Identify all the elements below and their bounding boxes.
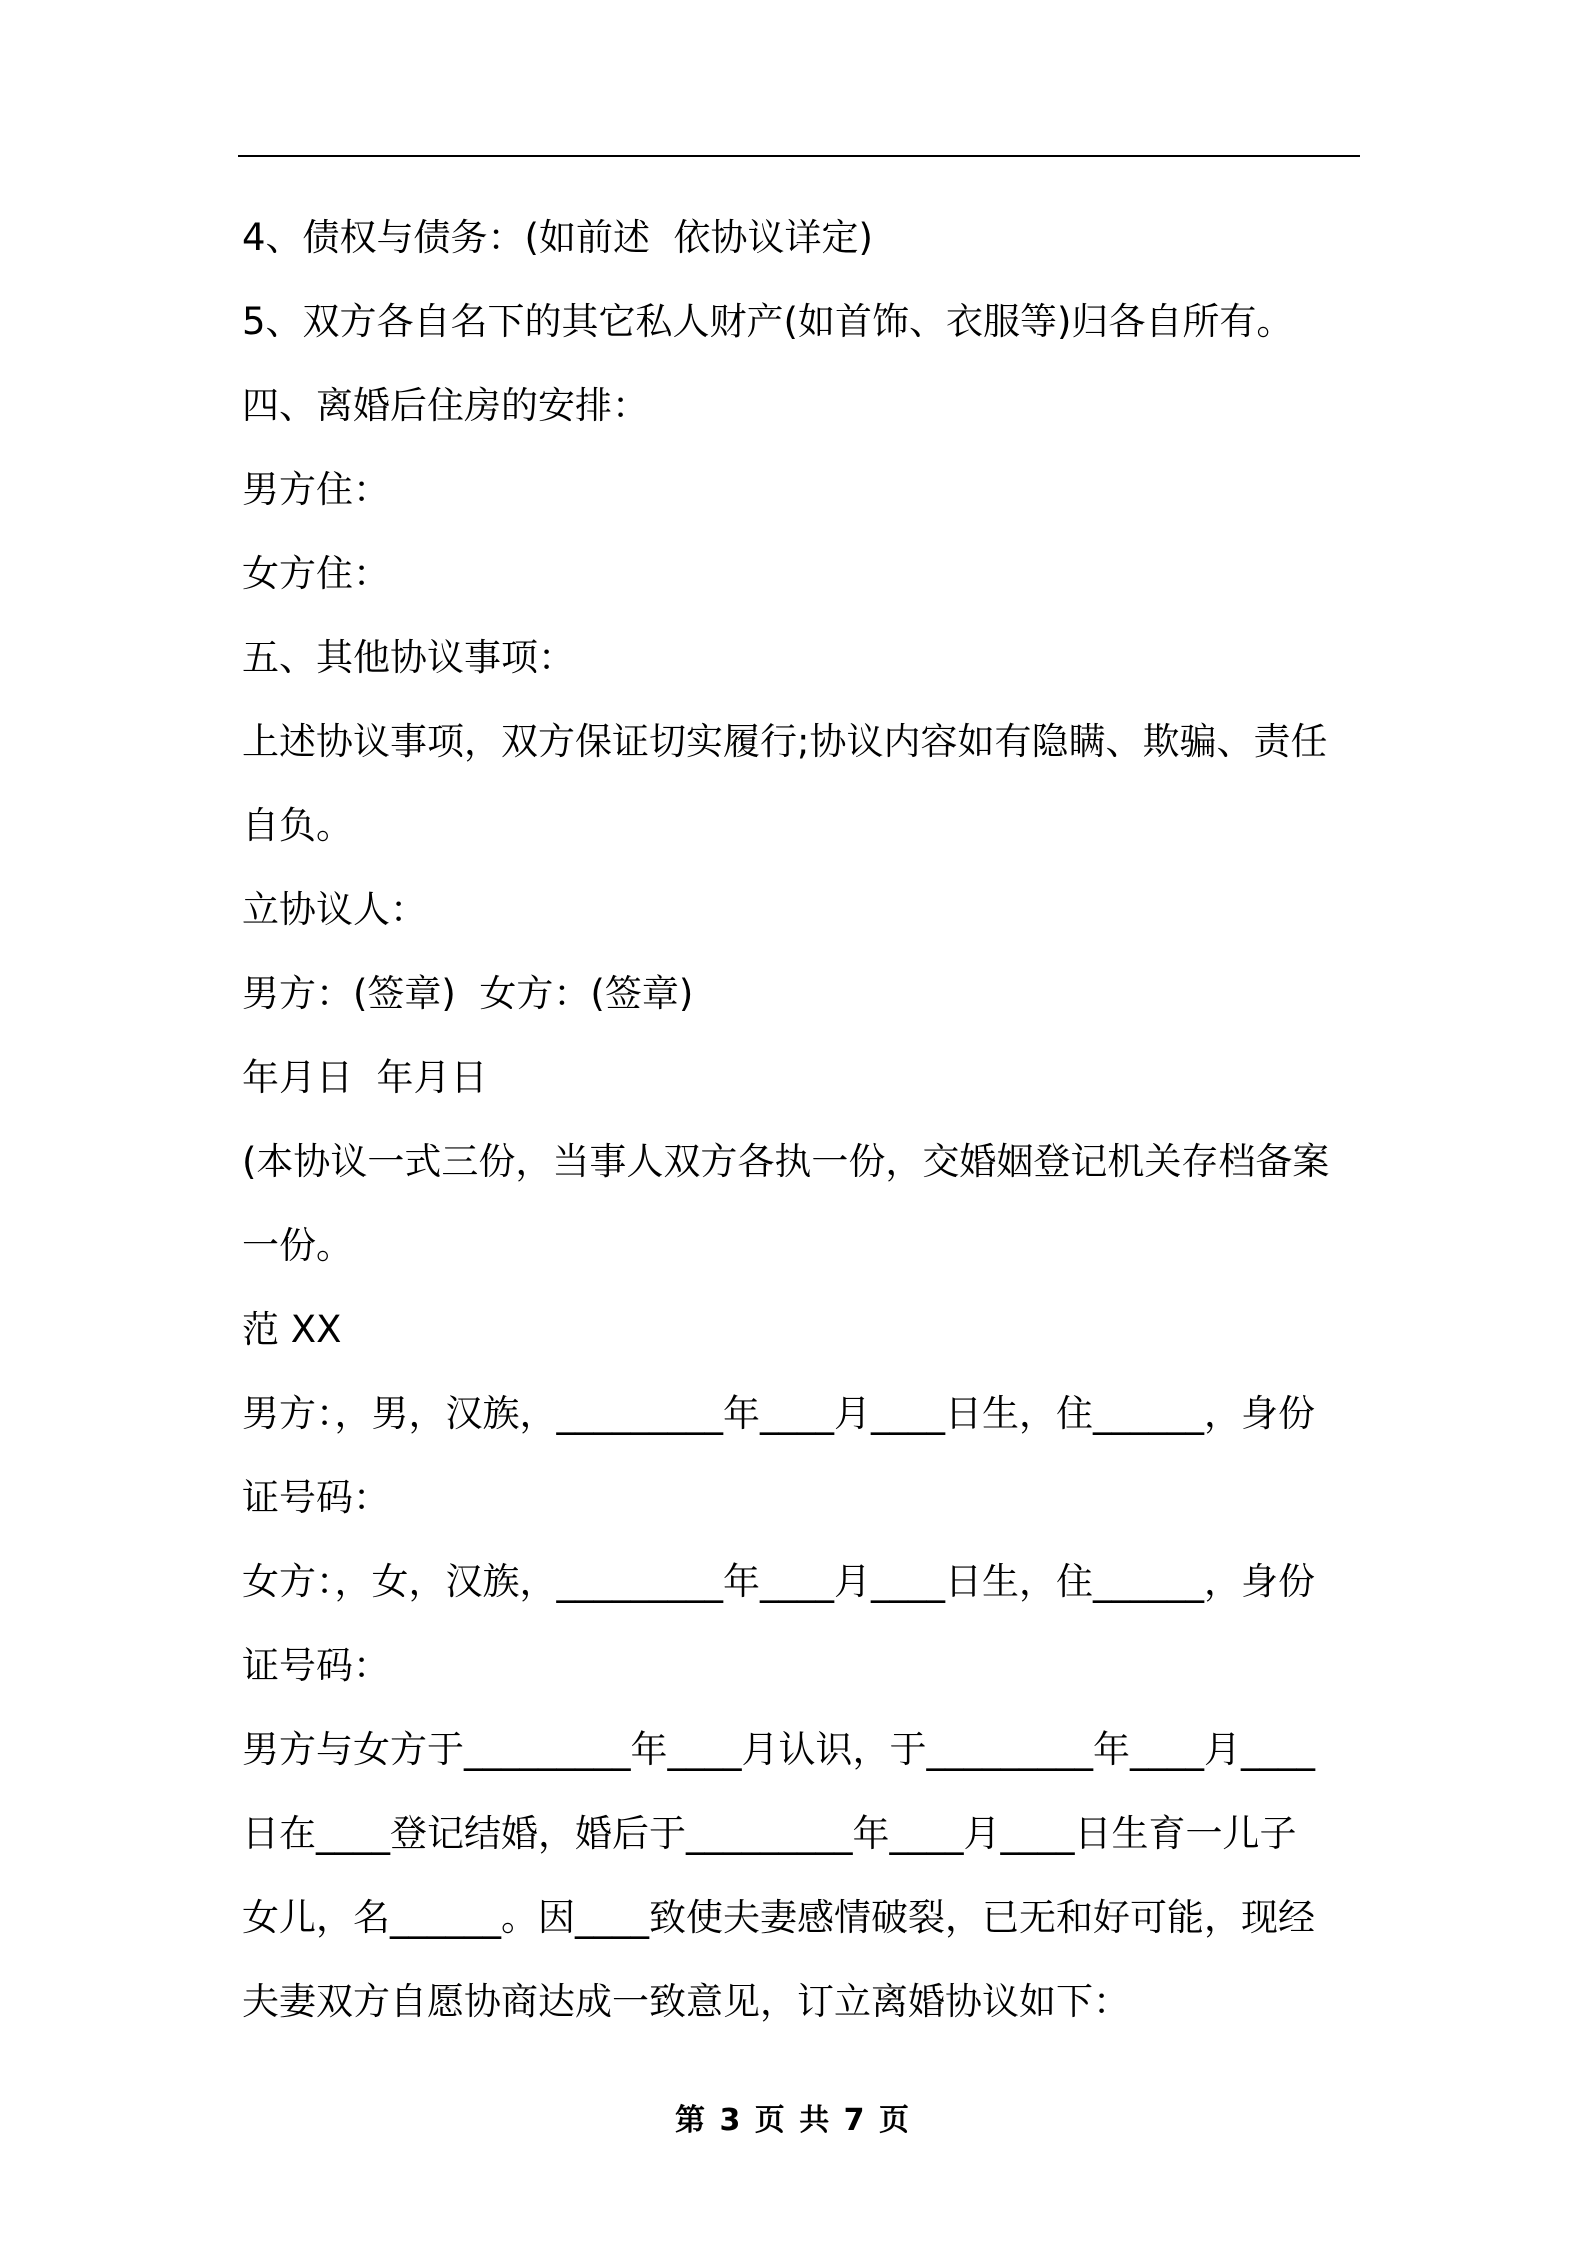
paragraph-line: 男方与女方于_________年____月认识，于_________年____月____ xyxy=(242,1728,1315,1771)
paragraph-line: 夫妻双方自愿协商达成一致意见，订立离婚协议如下： xyxy=(242,1980,1130,2023)
paragraph-line: 日在____登记结婚，婚后于_________年____月____日生育一儿子 xyxy=(242,1812,1297,1855)
page-number: 第 3 页 共 7 页 xyxy=(675,2103,911,2138)
paragraph-line: 4、债权与债务：(如前述 依协议详定) xyxy=(242,216,873,259)
paragraph-line: 女儿，名______。因____致使夫妻感情破裂，已无和好可能，现经 xyxy=(242,1896,1315,1939)
paragraph-line: 上述协议事项，双方保证切实履行;协议内容如有隐瞒、欺骗、责任 xyxy=(242,720,1328,763)
paragraph-line: 女方：，女，汉族，_________年____月____日生，住______，身份 xyxy=(242,1560,1315,1603)
paragraph-line: (本协议一式三份，当事人双方各执一份，交婚姻登记机关存档备案 xyxy=(242,1140,1330,1183)
paragraph-line: 证号码： xyxy=(242,1644,390,1687)
date-line: 年月日 年月日 xyxy=(242,1056,488,1099)
paragraph-line: 5、双方各自名下的其它私人财产(如首饰、衣服等)归各自所有。 xyxy=(242,300,1294,343)
section-heading: 四、离婚后住房的安排： xyxy=(242,384,649,427)
section-heading: 五、其他协议事项： xyxy=(242,636,575,679)
document-body xyxy=(242,196,1362,2044)
paragraph-line: 立协议人： xyxy=(242,888,427,931)
template-title: 范 XX xyxy=(242,1308,342,1351)
paragraph-line: 证号码： xyxy=(242,1476,390,1519)
paragraph-line: 女方住： xyxy=(242,552,390,595)
header-rule xyxy=(238,155,1360,157)
paragraph-line: 自负。 xyxy=(242,804,353,847)
paragraph-line: 男方：，男，汉族，_________年____月____日生，住______，身份 xyxy=(242,1392,1315,1435)
paragraph-line: 男方住： xyxy=(242,468,390,511)
signature-line: 男方：(签章) 女方：(签章) xyxy=(242,972,694,1015)
paragraph-line: 一份。 xyxy=(242,1224,353,1267)
